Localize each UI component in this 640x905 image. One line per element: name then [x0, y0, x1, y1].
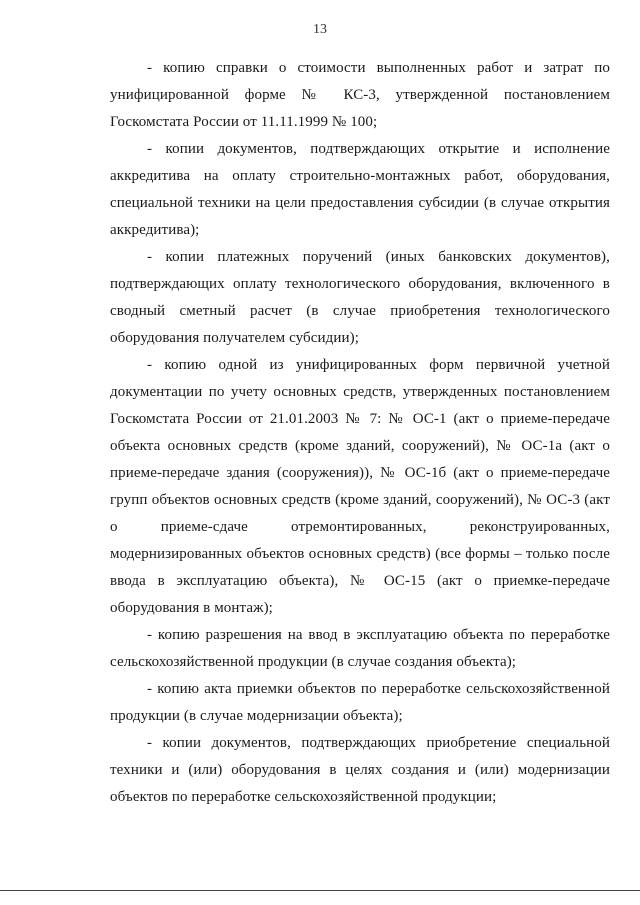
- list-item: - копию одной из унифицированных форм первичной учетной документации по учету основных средств, утвержденных постановлением Госкомстата России от 21.01.2003 № 7: № ОС-1 (акт о приеме-передаче объекта основных средств (кроме зданий, сооружений), № ОС-1а (акт о приеме-передаче здания (сооружения)), № ОС-1б (акт о приеме-передаче групп объектов основных средств (кроме зданий, сооружений), № ОС-3 (акт о приеме-сдаче отремонтированных, реконструированных, модернизированных объектов основных средств) (все формы – только после ввода в эксплуатацию объекта), № ОС-15 (акт о приемке-передаче оборудования в монтаж);: [110, 357, 610, 616]
- list-item: - копию справки о стоимости выполненных работ и затрат по унифицированной форме № КС-3, утвержденной постановлением Госкомстата России от 11.11.1999 № 100;: [110, 60, 610, 130]
- list-item: - копии платежных поручений (иных банковских документов), подтверждающих оплату технологического оборудования, включенного в сводный сметный расчет (в случае приобретения технологического оборудования получателем субсидии);: [110, 249, 610, 346]
- document-body: [110, 55, 610, 811]
- list-item: - копии документов, подтверждающих открытие и исполнение аккредитива на оплату строительно-монтажных работ, оборудования, специальной техники на цели предоставления субсидии (в случае открытия аккредитива);: [110, 141, 610, 238]
- scan-edge-divider: [0, 890, 640, 891]
- page-number: 13: [313, 22, 327, 37]
- list-item: - копии документов, подтверждающих приобретение специальной техники и (или) оборудования в целях создания и (или) модернизации объектов по переработке сельскохозяйственной продукции;: [110, 735, 610, 805]
- list-item: - копию разрешения на ввод в эксплуатацию объекта по переработке сельскохозяйственной продукции (в случае создания объекта);: [110, 627, 610, 670]
- list-item: - копию акта приемки объектов по переработке сельскохозяйственной продукции (в случае модернизации объекта);: [110, 681, 610, 724]
